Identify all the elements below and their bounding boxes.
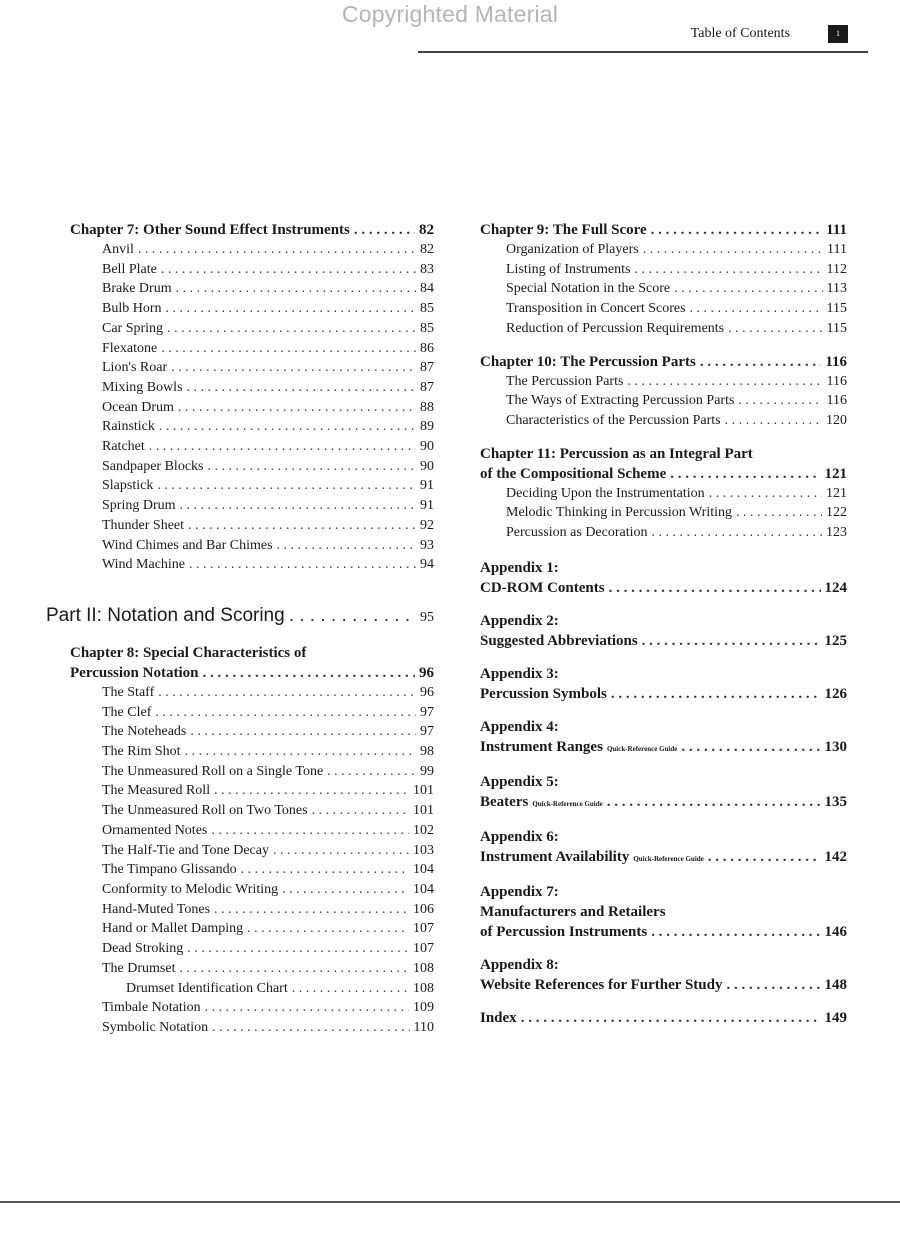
quick-reference-note: Quick-Reference Guide xyxy=(606,744,678,753)
toc-appendix-8[interactable]: Website References for Further Study . . . 148 xyxy=(480,975,847,995)
chapter-8-items xyxy=(46,683,434,1038)
toc-subentry[interactable]: Drumset Identification Chart . . . 108 xyxy=(46,979,434,999)
toc-entry[interactable]: Anvil . . . 82 xyxy=(46,240,434,260)
toc-appendix-6-label: Appendix 6: xyxy=(480,828,559,845)
toc-entry[interactable]: Sandpaper Blocks . . . 90 xyxy=(46,457,434,477)
toc-appendix-7[interactable]: of Percussion Instruments . . . 146 xyxy=(480,922,847,942)
toc-part-2[interactable]: Part II: Notation and Scoring . . . 95 xyxy=(46,604,434,630)
quick-reference-note: Quick-Reference Guide xyxy=(633,854,704,863)
toc-appendix-4[interactable]: Instrument Ranges Quick-Reference Guide . . . 130 xyxy=(480,737,847,759)
toc-entry[interactable]: Lion's Roar . . . 87 xyxy=(46,358,434,378)
toc-appendix-1[interactable]: CD-ROM Contents . . . 124 xyxy=(480,578,847,598)
toc-chapter-7[interactable]: Chapter 7: Other Sound Effect Instruments . . . 82 xyxy=(46,220,434,240)
toc-appendix-5-label: Appendix 5: xyxy=(480,773,559,790)
toc-entry[interactable]: The Measured Roll . . . 101 xyxy=(46,781,434,801)
toc-chapter-11-title-line1[interactable]: Chapter 11: Percussion as an Integral Part xyxy=(480,445,753,462)
toc-entry[interactable]: Bell Plate . . . 83 xyxy=(46,260,434,280)
toc-entry[interactable]: The Percussion Parts . . . 116 xyxy=(480,372,847,392)
toc-appendix-4-label: Appendix 4: xyxy=(480,718,559,735)
toc-right-column xyxy=(480,220,847,1028)
toc-appendix-1-label: Appendix 1: xyxy=(480,559,559,576)
toc-entry[interactable]: Brake Drum . . . 84 xyxy=(46,279,434,299)
toc-entry[interactable]: Percussion as Decoration . . . 123 xyxy=(480,523,847,543)
toc-entry[interactable]: Melodic Thinking in Percussion Writing . . . 122 xyxy=(480,503,847,523)
running-head: Table of Contents xyxy=(690,26,790,41)
toc-appendix-7-label: Appendix 7: xyxy=(480,883,559,900)
toc-entry[interactable]: Ornamented Notes . . . 102 xyxy=(46,821,434,841)
toc-appendix-3[interactable]: Percussion Symbols . . . 126 xyxy=(480,684,847,704)
toc-entry[interactable]: The Unmeasured Roll on a Single Tone . . . 99 xyxy=(46,762,434,782)
toc-entry[interactable]: The Half-Tie and Tone Decay . . . 103 xyxy=(46,841,434,861)
toc-index[interactable]: Index . . . 149 xyxy=(480,1008,847,1028)
chapter-7-items xyxy=(46,240,434,575)
toc-entry[interactable]: The Noteheads . . . 97 xyxy=(46,722,434,742)
toc-entry[interactable]: Spring Drum . . . 91 xyxy=(46,496,434,516)
toc-entry[interactable]: Wind Chimes and Bar Chimes . . . 93 xyxy=(46,536,434,556)
toc-appendix-2-label: Appendix 2: xyxy=(480,612,559,629)
toc-entry[interactable]: Special Notation in the Score . . . 113 xyxy=(480,279,847,299)
toc-entry[interactable]: Dead Stroking . . . 107 xyxy=(46,939,434,959)
toc-entry[interactable]: Hand-Muted Tones . . . 106 xyxy=(46,900,434,920)
toc-appendix-5[interactable]: Beaters Quick-Reference Guide . . . 135 xyxy=(480,792,847,814)
toc-chapter-8[interactable]: Percussion Notation . . . 96 xyxy=(46,663,434,683)
toc-entry[interactable]: Slapstick . . . 91 xyxy=(46,476,434,496)
toc-entry[interactable]: Symbolic Notation . . . 110 xyxy=(46,1018,434,1038)
toc-appendix-8-label: Appendix 8: xyxy=(480,956,559,973)
footer-rule xyxy=(0,1201,900,1203)
quick-reference-note: Quick-Reference Guide xyxy=(532,799,603,808)
toc-entry[interactable]: Timbale Notation . . . 109 xyxy=(46,998,434,1018)
page-number-box: 1 xyxy=(828,25,848,43)
toc-entry[interactable]: Mixing Bowls . . . 87 xyxy=(46,378,434,398)
toc-entry[interactable]: Characteristics of the Percussion Parts . . . 120 xyxy=(480,411,847,431)
toc-entry[interactable]: The Drumset . . . 108 xyxy=(46,959,434,979)
toc-appendix-7-title-line1[interactable]: Manufacturers and Retailers xyxy=(480,903,666,920)
toc-appendix-3-label: Appendix 3: xyxy=(480,665,559,682)
toc-chapter-10[interactable]: Chapter 10: The Percussion Parts . . . 116 xyxy=(480,352,847,372)
toc-entry[interactable]: Bulb Horn . . . 85 xyxy=(46,299,434,319)
toc-chapter-9[interactable]: Chapter 9: The Full Score . . . 111 xyxy=(480,220,847,240)
toc-entry[interactable]: Transposition in Concert Scores . . . 115 xyxy=(480,299,847,319)
toc-entry[interactable]: Ratchet . . . 90 xyxy=(46,437,434,457)
toc-entry[interactable]: Ocean Drum . . . 88 xyxy=(46,398,434,418)
toc-entry[interactable]: Reduction of Percussion Requirements . . . 115 xyxy=(480,319,847,339)
toc-entry[interactable]: Wind Machine . . . 94 xyxy=(46,555,434,575)
toc-entry[interactable]: The Timpano Glissando . . . 104 xyxy=(46,860,434,880)
toc-entry[interactable]: The Staff . . . 96 xyxy=(46,683,434,703)
toc-appendix-6[interactable]: Instrument Availability Quick-Reference Guide . . . 142 xyxy=(480,847,847,869)
toc-entry[interactable]: The Rim Shot . . . 98 xyxy=(46,742,434,762)
toc-chapter-8-title-line1[interactable]: Chapter 8: Special Characteristics of xyxy=(70,644,307,661)
header-rule xyxy=(418,51,868,53)
toc-appendix-2[interactable]: Suggested Abbreviations . . . 125 xyxy=(480,631,847,651)
toc-entry[interactable]: Car Spring . . . 85 xyxy=(46,319,434,339)
toc-entry[interactable]: Conformity to Melodic Writing . . . 104 xyxy=(46,880,434,900)
toc-entry[interactable]: Organization of Players . . . 111 xyxy=(480,240,847,260)
copyright-watermark: Copyrighted Material xyxy=(341,1,559,27)
toc-entry[interactable]: Thunder Sheet . . . 92 xyxy=(46,516,434,536)
toc-entry[interactable]: The Ways of Extracting Percussion Parts . . . 116 xyxy=(480,391,847,411)
toc-entry[interactable]: The Clef . . . 97 xyxy=(46,703,434,723)
toc-entry[interactable]: Deciding Upon the Instrumentation . . . 121 xyxy=(480,484,847,504)
toc-left-column xyxy=(46,220,434,1038)
toc-entry[interactable]: Hand or Mallet Damping . . . 107 xyxy=(46,919,434,939)
toc-entry[interactable]: Rainstick . . . 89 xyxy=(46,417,434,437)
toc-chapter-11[interactable]: of the Compositional Scheme . . . 121 xyxy=(480,464,847,484)
toc-entry[interactable]: Listing of Instruments . . . 112 xyxy=(480,260,847,280)
toc-entry[interactable]: The Unmeasured Roll on Two Tones . . . 101 xyxy=(46,801,434,821)
toc-entry[interactable]: Flexatone . . . 86 xyxy=(46,339,434,359)
